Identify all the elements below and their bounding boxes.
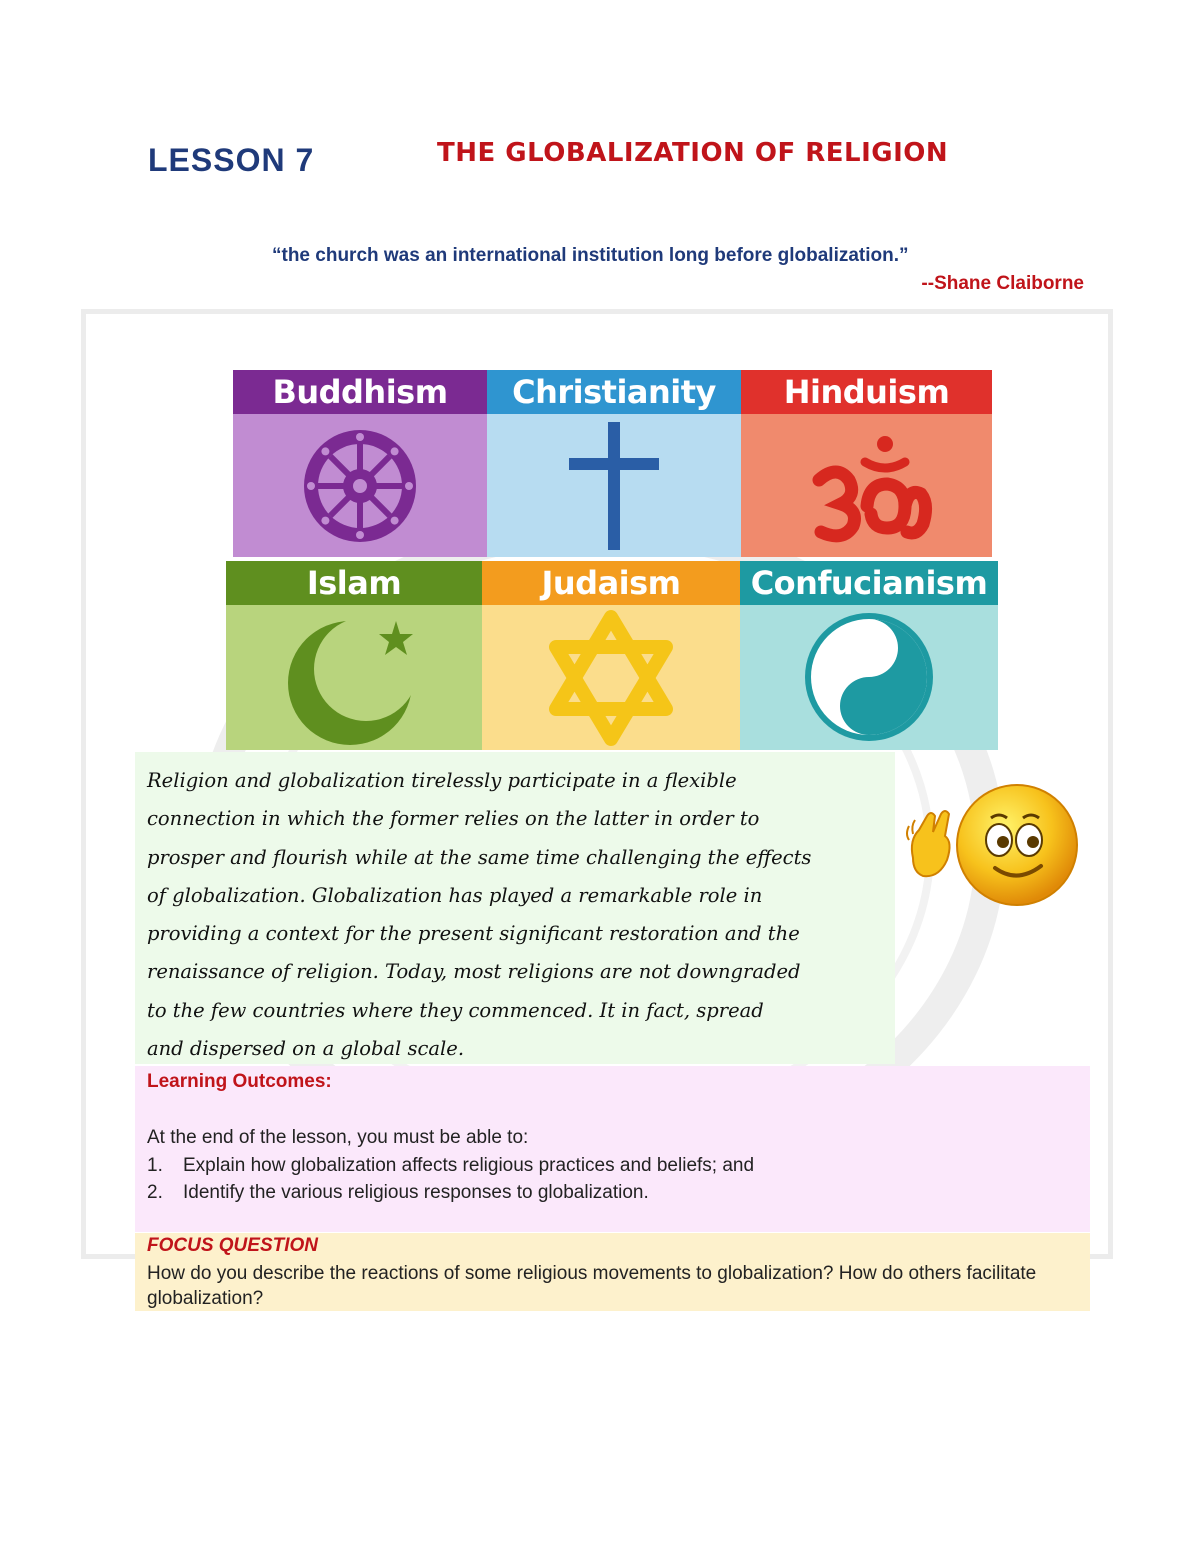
religion-body — [740, 605, 998, 750]
religion-card-judaism — [482, 561, 740, 750]
intro-line: of globalization. Globalization has played a remarkable role in — [147, 883, 763, 907]
religion-label-judaism: Judaism — [482, 561, 740, 605]
star-of-david-icon — [541, 605, 681, 750]
intro-line: prosper and flourish while at the same time challenging the effects — [147, 845, 812, 869]
religion-card-hinduism — [741, 370, 992, 557]
om-icon — [797, 414, 937, 557]
religion-body — [233, 414, 487, 557]
lesson-title: THE GLOBALIZATION OF RELIGION — [437, 138, 949, 168]
quote-text: “the church was an international institution long before globalization.” — [272, 245, 909, 266]
religion-label-hinduism: Hinduism — [741, 370, 992, 414]
intro-line: to the few countries where they commenced. It in fact, spread — [147, 998, 764, 1022]
intro-line: connection in which the former relies on the latter in order to — [147, 807, 760, 831]
religion-label-islam: Islam — [226, 561, 482, 605]
learning-outcome-item — [147, 1155, 754, 1177]
religion-card-islam — [226, 561, 482, 750]
focus-question-text: How do you describe the reactions of some religious movements to globalization? How do others facilitate globalization? — [147, 1263, 1037, 1309]
focus-question-heading: FOCUS QUESTION — [147, 1235, 319, 1256]
cross-icon — [549, 414, 679, 557]
learning-outcomes-heading: Learning Outcomes: — [147, 1071, 332, 1092]
religion-card-christianity — [487, 370, 741, 557]
outcome-text: Identify the various religious responses to globalization. — [183, 1182, 649, 1203]
dharma-wheel-icon — [295, 414, 425, 554]
religion-label-buddhism: Buddhism — [233, 370, 487, 414]
religion-body — [487, 414, 741, 557]
waving-smiley-icon — [905, 780, 1083, 910]
yin-yang-icon — [799, 605, 939, 750]
religion-body — [482, 605, 740, 750]
religion-card-buddhism — [233, 370, 487, 557]
intro-line: renaissance of religion. Today, most religions are not downgraded — [147, 960, 801, 984]
outcome-number: 1. — [147, 1155, 163, 1176]
outcome-text: Explain how globalization affects religious practices and beliefs; and — [183, 1155, 755, 1176]
religion-label-confucianism: Confucianism — [740, 561, 998, 605]
religion-body — [226, 605, 482, 750]
learning-outcome-item — [147, 1182, 649, 1204]
religion-card-confucianism — [740, 561, 998, 750]
learning-outcomes-intro: At the end of the lesson, you must be able to: — [147, 1127, 529, 1148]
lesson-number: LESSON 7 — [148, 142, 315, 178]
intro-paragraph — [147, 762, 887, 1068]
intro-line: Religion and globalization tirelessly participate in a flexible — [147, 769, 737, 792]
intro-line: providing a context for the present significant restoration and the — [147, 922, 800, 946]
outcome-number: 2. — [147, 1182, 163, 1203]
religion-label-christianity: Christianity — [487, 370, 741, 414]
quote-author: --Shane Claiborne — [921, 273, 1084, 294]
religion-body — [741, 414, 992, 557]
intro-line: and dispersed on a global scale. — [147, 1037, 465, 1061]
crescent-star-icon — [284, 605, 424, 750]
